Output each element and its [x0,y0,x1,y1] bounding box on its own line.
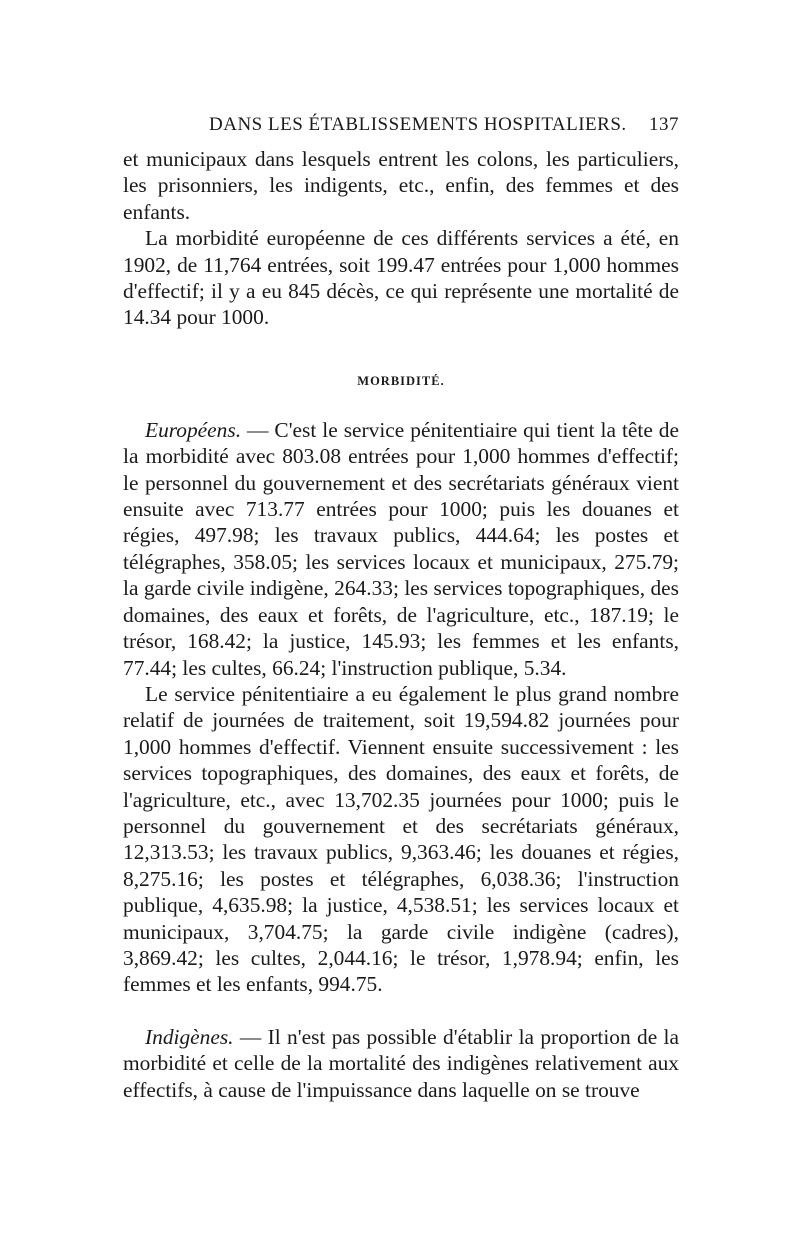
paragraph-european-morbidity: La morbidité européenne de ces différents services a été, en 1902, de 11,764 entrées, soit 199.47 entrées pour 1,000 hommes d'effectif; il y a eu 845 décès, ce qui représente une mortalité de 14.34 pour 1000. [123,226,679,330]
paragraph-continuation: et municipaux dans lesquels entrent les colons, les particuliers, les prisonniers, les indigents, etc., enfin, des femmes et des enfants. [123,147,679,224]
section-heading: MORBIDITÉ. [357,373,445,388]
page-header [123,114,679,144]
page-number: 137 [649,114,679,135]
paragraph-text-indigenes: — Il n'est pas possible d'établir la proportion de la morbidité et celle de la mortalité des indigènes relativement aux effectifs, à cause de l'impuissance dans laquelle on se trouve [123,1024,679,1102]
paragraph-indigenes [123,1024,679,1103]
paragraph-europeens [123,417,679,681]
paragraph-treatment-days: Le service pénitentiaire a eu également le plus grand nombre relatif de journées de traitement, soit 19,594.82 journées pour 1,000 hommes d'effectif. Viennent ensuite successivement : les services topographiques, des domaines, des eaux et forêts, de l'agriculture, etc., avec 13,702.35 journées pour 1000; puis le personnel du gouvernement et des secrétariats généraux, 12,313.53; les travaux publics, 9,363.46; les douanes et régies, 8,275.16; les postes et télégraphes, 6,038.36; l'instruction publique, 4,635.98; la justice, 4,538.51; les services locaux et municipaux, 3,704.75; la garde civile indigène (cadres), 3,869.42; les cultes, 2,044.16; le trésor, 1,978.94; enfin, les femmes et les enfants, 994.75. [123,681,679,997]
running-title: DANS LES ÉTABLISSEMENTS HOSPITALIERS. [209,114,627,135]
page-body [123,146,679,1103]
paragraph-lead-indigenes: Indigènes. [145,1024,234,1049]
paragraph-lead-europeens: Européens. [145,417,242,442]
paragraph-text-europeens: — C'est le service pénitentiaire qui tient la tête de la morbidité avec 803.08 entrées pour 1,000 hommes d'effectif; le personnel du gouvernement et des secrétariats généraux vient ensuite avec 713.77 entrées pour 1000; puis les douanes et régies, 497.98; les travaux publics, 444.64; les postes et télégraphes, 358.05; les services locaux et municipaux, 275.79; la garde civile indigène, 264.33; les services topographiques, des domaines, des eaux et forêts, de l'agriculture, etc., 187.19; le trésor, 168.42; la justice, 145.93; les femmes et les enfants, 77.44; les cultes, 66.24; l'instruction publique, 5.34. [123,417,679,680]
